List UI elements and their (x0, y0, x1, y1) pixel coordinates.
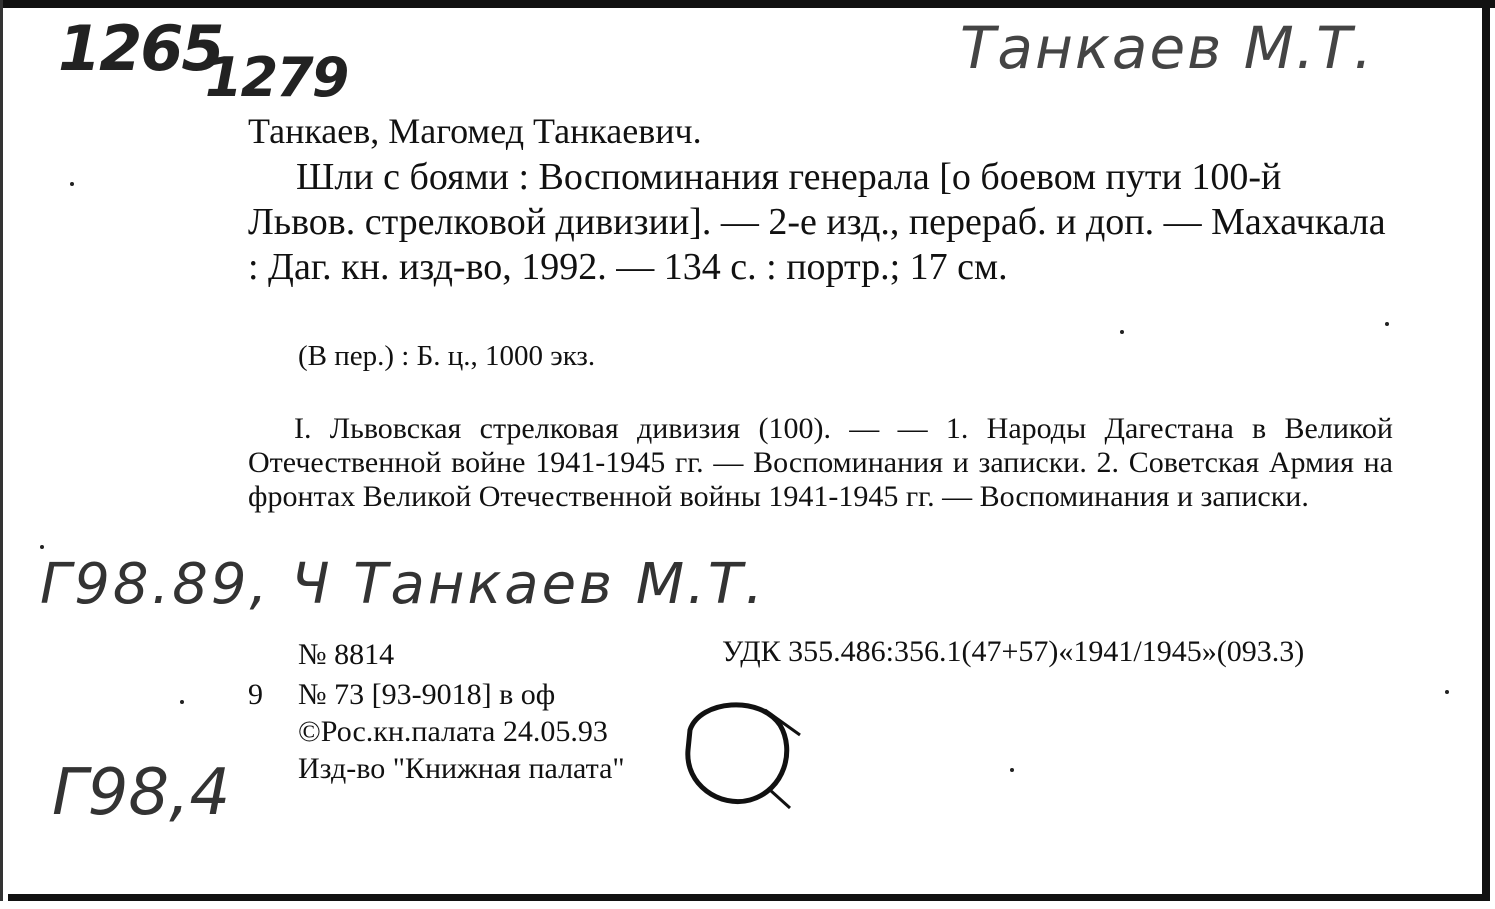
handwritten-inventory-number-2: 1279 (205, 46, 348, 109)
udc-code: УДК 355.486:356.1(47+57)«1941/1945»(093.3) (722, 635, 1305, 668)
speck (1385, 322, 1389, 326)
speck (1445, 690, 1449, 694)
card-border-left (0, 0, 3, 901)
subjects-text: I. Львовская стрелковая дивизия (100). — — 1. Народы Дагестана в Великой Отечественной войне 1941-1945 гг. — Воспоминания и записки. 2. Советская Армия на фронтах Великой Отечественной войны 1941-1945 гг. — Воспоминания и записки. (248, 412, 1393, 513)
description-text: Шли с боями : Воспоминания генерала [о боевом пути 100-й Львов. стрелковой дивизии]. — 2-е изд., перераб. и доп. — Махачкала : Даг. кн. изд-во, 1992. — 134 с. : портр.; 17 см. (248, 156, 1386, 288)
author-heading: Танкаев, Магомед Танкаевич. (248, 111, 702, 151)
speck (1120, 330, 1124, 334)
publisher-line: Изд-во "Книжная палата" (298, 752, 625, 785)
speck (1010, 768, 1014, 772)
card-border-right (1482, 0, 1490, 901)
subject-headings (248, 412, 1393, 514)
handwritten-classification-note: Г98.89, Ч Танкаев М.Т. (40, 552, 766, 617)
card-number: № 8814 (298, 638, 395, 671)
handwritten-inventory-number: 1265 (58, 12, 223, 85)
card-border-bottom (8, 894, 1488, 901)
speck (40, 545, 44, 549)
bibliographic-description (248, 155, 1393, 290)
order-line: № 73 [93-9018] в оф (298, 678, 556, 711)
speck (70, 182, 74, 186)
binding-price-run: (В пер.) : Б. ц., 1000 экз. (298, 340, 596, 372)
handwritten-author-note: Танкаев М.Т. (960, 14, 1375, 82)
stamp-mark (670, 690, 810, 820)
speck (180, 700, 184, 704)
card-border-top (0, 0, 1495, 8)
leading-digit: 9 (248, 678, 263, 711)
book-chamber-line: ©Рос.кн.палата 24.05.93 (298, 715, 608, 748)
handwritten-shelf-mark: Г98,4 (52, 756, 231, 830)
